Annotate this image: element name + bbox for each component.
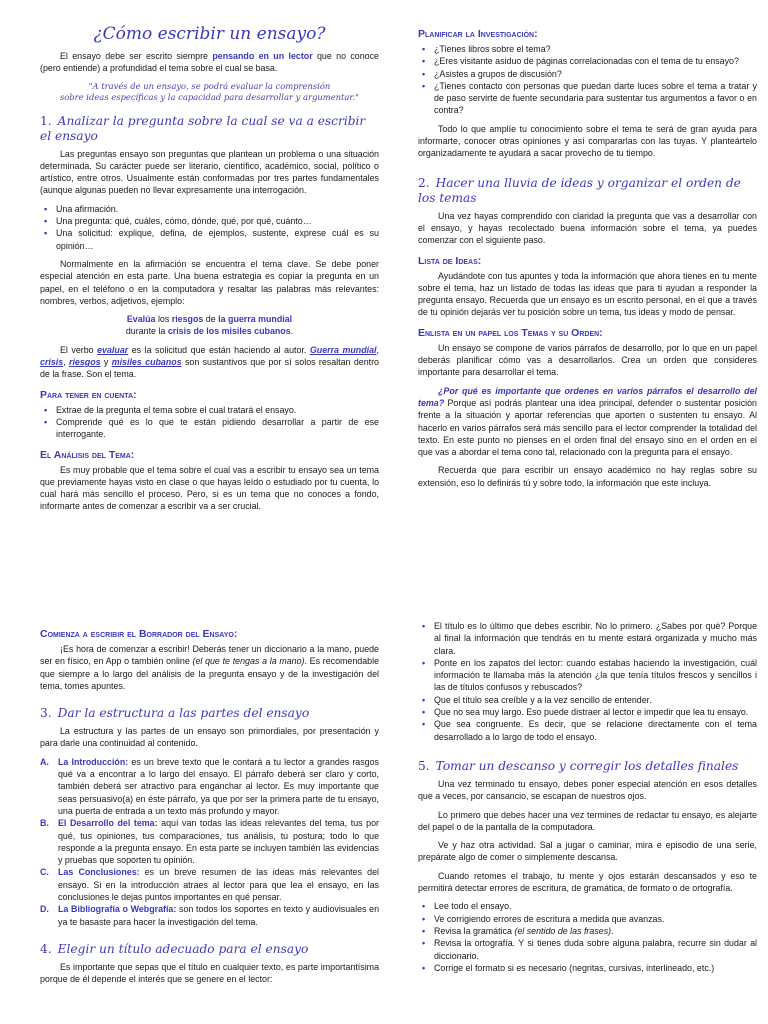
enlista-paragraph: Un ensayo se compone de varios párrafos de desarrollo, por lo que en un papel deberás planificar cómo vas a desarrollarlos. Crea un orden que consideres importante para desarrollar el tema. [418, 342, 757, 378]
plan-paragraph: Todo lo que amplíe tu conocimiento sobre el tema te será de gran ayuda para informarte, conocer otras opiniones y así compararlas con las tuyas. Y planteártelo organizadamente te ayudará a sacar provecho de tu tiempo. [418, 123, 757, 159]
verb-paragraph: El verbo evaluar es la solicitud que están haciendo al autor. Guerra mundial, crisis, riesgos y misiles cubanos son sustantivos que por sí solos resaltan dentro de la frase. Son el tema. [40, 344, 379, 380]
subheading-lista: Lista de Ideas: [418, 254, 482, 267]
analisis-paragraph: Es muy probable que el tema sobre el cual vas a escribir tu ensayo sea un tema que previamente hayas visto en clase o que hayas leído o estudiado por tu cuenta, lo cual hará más sencillo el proceso. Pero, si es un tema que no conoces a fondo, informarte antes de comenzar a escribir va a ser crucial. [40, 464, 379, 512]
list-item: • Revisa la gramática (el sentido de las frases). [432, 925, 757, 937]
intro-paragraph: El ensayo debe ser escrito siempre pensando en un lector que no conoce (pero entiende) a profundidad el tema sobre el cual se basa. [40, 51, 379, 74]
list-item: • ¿Tienes contacto con personas que puedan darte luces sobre el tema a tratar y de paso servirte de fuente secundaria para sustentar tus argumentos a favor o en contra? [432, 80, 757, 117]
list-item: • Una solicitud: explique, defina, de ejemplos, sustente, exprese cuál es su opinión… [54, 227, 379, 252]
section-2-paragraph: Una vez hayas comprendido con claridad la pregunta que vas a desarrollar con el ensayo, y hayas recolectado buena información sobre el tema, ya puedes comenzar con el siguiente paso. [418, 210, 757, 246]
section-heading-3: 3. Dar la estructura a las partes del ensayo [40, 706, 310, 721]
list-item: • Que sea congruente. Es decir, que se relacione directamente con el tema desarrollado a lo largo de todo el ensayo. [432, 718, 757, 743]
section-5-paragraph-3: Ve y haz otra actividad. Sal a jugar o caminar, mira e episodio de una serie, prepárate algo de comer o simplemente descansa. [418, 840, 757, 863]
subheading-enlista: Enlista en un papel los Temas y su Orden: [418, 326, 603, 339]
list-item: • Comprende qué es lo que te están pidiendo desarrollar a partir de ese interrogante. [54, 416, 379, 441]
left-column [40, 0, 379, 512]
right-column [418, 28, 757, 495]
subheading-planificar: Planificar la Investigación: [418, 28, 538, 40]
section-heading-1: 1. Analizar la pregunta sobre la cual se va a escribir el ensayo [40, 113, 366, 143]
list-item: • El título es lo último que debes escribir. No lo primero. ¿Sabes por qué? Porque al final la información que tendrás en tu mente estará organizada y mucho más clara. [432, 620, 757, 657]
section-1-paragraph: Las preguntas ensayo son preguntas que plantean un problema o una situación determinada. Su carácter puede ser literario, científico, académico, social, político o artístico, entre otros. Usualmente están conformadas por tres partes fundamentales (aunque algunas pueden no llevar expresamente una interrogación. [40, 148, 379, 196]
page-title: ¿Cómo escribir un ensayo? [93, 24, 326, 44]
lista-paragraph: Ayudándote con tus apuntes y toda la información que ahora tienes en tu mente sobre el tema, haz un listado de todas las ideas que para ti ayudan a responder la pregunta ensayo. Recuerda que un ensayo es un escrito personal, en el que a través de tu opinión dejarás ver tu posición sobre un tema, tus ideas y modo de pensar. [418, 270, 757, 318]
subheading-comienza: Comienza a escribir el Borrador del Ensayo: [40, 628, 238, 640]
comienza-paragraph: ¡Es hora de comenzar a escribir! Deberás tener un diccionario a la mano, puede ser en físico, en App o también online (el que te tengas a la mano). Es recomendable que siempre a lo largo del análisis de la pregunta ensayo y de la investigación del tema, tomes apuntes. [40, 644, 379, 691]
subheading-tener: Para tener en cuenta: [40, 388, 137, 401]
list-item: D. La Bibliografía o Webgrafía: son todos los soportes en texto y audiovisuales en ya te basaste para hacer la investigación del tema. [40, 904, 380, 927]
list-item: • ¿Tienes libros sobre el tema? [432, 43, 757, 55]
section-5-paragraph-2: Lo primero que debes hacer una vez termines de redactar tu ensayo, es alejarte del papel o de la pantalla de la computadora. [418, 809, 757, 832]
left-column [40, 628, 379, 992]
subheading-analisis: El Análisis del Tema: [40, 448, 135, 461]
list-item: B. El Desarrollo del tema: aquí van todas las ideas relevantes del tema, tus por qué, tus opiniones, tus comparaciones, tus análisis, tu postura; todo lo que responde a la pregunta ensayo. En esta parte se incluyen también las evidencias y pruebas que soporten tu opinión. [40, 818, 379, 866]
titulo-list [418, 620, 757, 743]
list-item: • ¿Eres visitante asiduo de páginas correlacionadas con el tema de tu ensayo? [432, 55, 757, 67]
section-5-paragraph-1: Una vez terminado tu ensayo, debes poner especial atención en esos detalles que a veces, por cansancio, se escapan de nuestros ojos. [418, 778, 757, 802]
section-5-paragraph-4: Cuando retomes el trabajo, tu mente y ojos estarán descansados y eso te permitirá detectar errores de escritura, de gramática, de formato o de ortografía. [418, 870, 757, 894]
example-question: Evalúa los riesgos de la guerra mundial durante la crisis de los misiles cubanos. [125, 314, 294, 337]
por-que-paragraph: ¿Por qué es importante que ordenes en varios párrafos el desarrollo del tema? Porque así podrás plantear una idea principal, defender o sustentar posición frente a la situación y aportar referencias que aporten o sustenten tu ensayo. Al hacerlo en varios párrafos será más sencillo para el lector comprender la totalidad del texto. En este punto no pienses en el orden final del ensayo sino en el orden en el que vas a abordar el tema cono tal, relacionado con la pregunta para el ensayo. [418, 385, 757, 458]
list-item: • Ve corrigiendo errores de escritura a medida que avanzas. [432, 913, 757, 925]
list-item: • Que el título sea creíble y a la vez sencillo de entender. [432, 694, 757, 706]
essay-parts-list [40, 756, 379, 928]
page-2 [0, 512, 768, 1024]
list-item: • Corrige el formato si es necesario (negritas, cursivas, interlineado, etc.) [432, 962, 757, 974]
section-4-paragraph: Es importante que sepas que el título en cualquier texto, es parte importantísima porque de él depende el interés que se genere en el lector: [40, 961, 379, 985]
list-item: • Ponte en los zapatos del lector: cuando estabas haciendo la investigación, cuál información te llamaba más la atención ¿la que tenía títulos frescos y sencillos i las de títulos confusos y rebuscados? [432, 657, 757, 694]
list-item: • Lee todo el ensayo. [432, 900, 757, 912]
list-item: • Extrae de la pregunta el tema sobre el cual tratará el ensayo. [54, 404, 379, 416]
tener-list [40, 404, 379, 441]
section-3-paragraph: La estructura y las partes de un ensayo son primordiales, por presentación y para darle una continuidad al contenido. [40, 726, 379, 749]
list-item: • Revisa la ortografía. Y si tienes duda sobre alguna palabra, recurre sin dudar al diccionario. [432, 937, 757, 962]
section-heading-4: 4. Elegir un título adecuado para el ensayo [40, 941, 309, 956]
quote: "A través de un ensayo, se podrá evaluar la comprensión sobre ideas específicas y la capacidad para desarrollar y argumentar." [59, 80, 360, 103]
section-heading-5: 5. Tomar un descanso y corregir los detalles finales [418, 758, 739, 773]
list-item: • Una afirmación. [54, 203, 379, 215]
plan-list [418, 43, 757, 117]
recuerda-paragraph: Recuerda que para escribir un ensayo académico no hay reglas sobre su extensión, eso lo definirás tú y sobre todo, la información que este incluya. [418, 465, 757, 488]
final-checklist [418, 900, 757, 974]
list-item: • Que no sea muy largo. Eso puede distraer al lector e impedir que lea tu ensayo. [432, 706, 757, 718]
section-heading-2: 2. Hacer una lluvia de ideas y organizar el orden de los temas [418, 175, 741, 205]
list-item: • Una pregunta: qué, cuáles, cómo, dónde, qué, por qué, cuánto… [54, 215, 379, 227]
right-column [418, 620, 757, 980]
list-item: C. Las Conclusiones: es un breve resumen de las ideas más relevantes del ensayo. Si en la introducción atraes al lector para que lea el ensayo, en las conclusiones le dejas puntos importantes en qué pensar. [40, 867, 380, 903]
question-parts-list [40, 203, 379, 252]
list-item: • ¿Asistes a grupos de discusión? [432, 68, 757, 80]
list-item: A. La Introducción: es un breve texto que le contará a tu lector a grandes rasgos qué va a encontrar a lo largo del ensayo. El párrafo deberá ser claro y corto, también deberá ser atractivo para enganchar al lector. Es muy importante que seas persuasivo(a) en éste párrafo, ya que por ser la primera parte de tu ensayo, una puerta de entrada a un texto más profundo y mayor. [40, 756, 379, 816]
strategy-paragraph: Normalmente en la afirmación se encuentra el tema clave. Se debe poner especial atención en esta parte. Una buena estrategia es copiar la pregunta en un papel, en el teléfono o en la computadora y resaltar las palabras más relevantes: nombres, verbos, adjetivos, ejemplo: [40, 258, 379, 306]
